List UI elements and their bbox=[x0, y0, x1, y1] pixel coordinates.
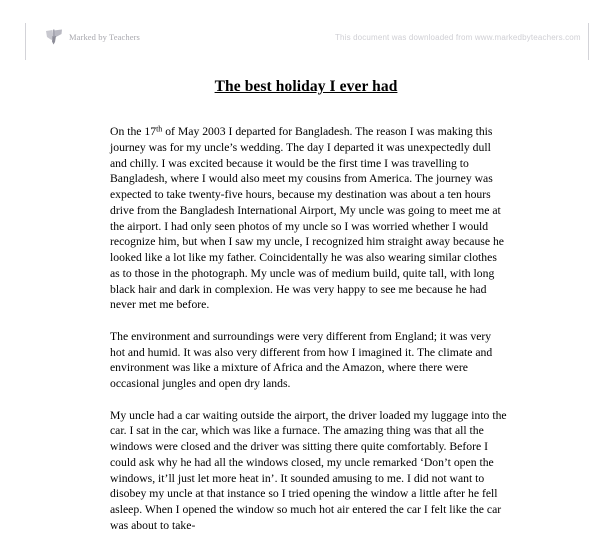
header-rule-left bbox=[25, 23, 26, 60]
butterfly-wings-icon bbox=[45, 29, 64, 45]
paragraph-1 bbox=[110, 124, 508, 313]
paragraph-1-part-b: of May 2003 I departed for Bangladesh. The reason I was making this journey was for my uncle’s wedding. The day I departed it was unexpectedly dull and chilly. I was excited because it would be the first time I was travelling to Bangladesh, where I would also meet my cousins from America. The journey was expected to take twenty-five hours, because my destination was about a ten hours drive from the Bangladesh International Airport, My uncle was going to meet me at the airport. I had only seen photos of my uncle so I was worried whether I would recognize him, but when I saw my uncle, I recognized him straight away because he looked like a lot like my father. Coincidentally he was also wearing similar clothes as to those in the photograph. My uncle was of medium build, quite tall, with long black hair and dark in complexion. He was very happy to see me because he had never met me before. bbox=[110, 125, 504, 312]
header-rule-right bbox=[588, 23, 589, 60]
brand-logo bbox=[45, 29, 140, 45]
page-title: The best holiday I ever had bbox=[214, 78, 398, 95]
ordinal-suffix: th bbox=[156, 124, 163, 134]
download-watermark: This document was downloaded from www.markedbyteachers.com bbox=[335, 33, 581, 42]
page-header bbox=[0, 0, 612, 66]
paragraph-2: The environment and surroundings were very different from England; it was very hot and humid. It was also very different from how I imagined it. The climate and environment was like a mixture of Africa and the Amazon, where there were occasional jungles and open dry lands. bbox=[110, 329, 493, 390]
brand-label: Marked by Teachers bbox=[69, 32, 140, 42]
document-body bbox=[110, 124, 508, 534]
paragraph-3: My uncle had a car waiting outside the airport, the driver loaded my luggage into the car. I sat in the car, which was like a furnace. The amazing thing was that all the windows were closed and the driver was sitting there quite comfortably. Before I could ask why he had all the windows closed, my uncle remarked ‘Don’t open the windows, it’ll just let more heat in’. It sounded amusing to me. I did not want to disobey my uncle at that instance so I tried opening the window a little after he fell asleep. When I opened the window so much hot air entered the car I felt like the car was about to take- bbox=[110, 408, 507, 532]
paragraph-1-part-a: On the 17 bbox=[110, 125, 157, 138]
